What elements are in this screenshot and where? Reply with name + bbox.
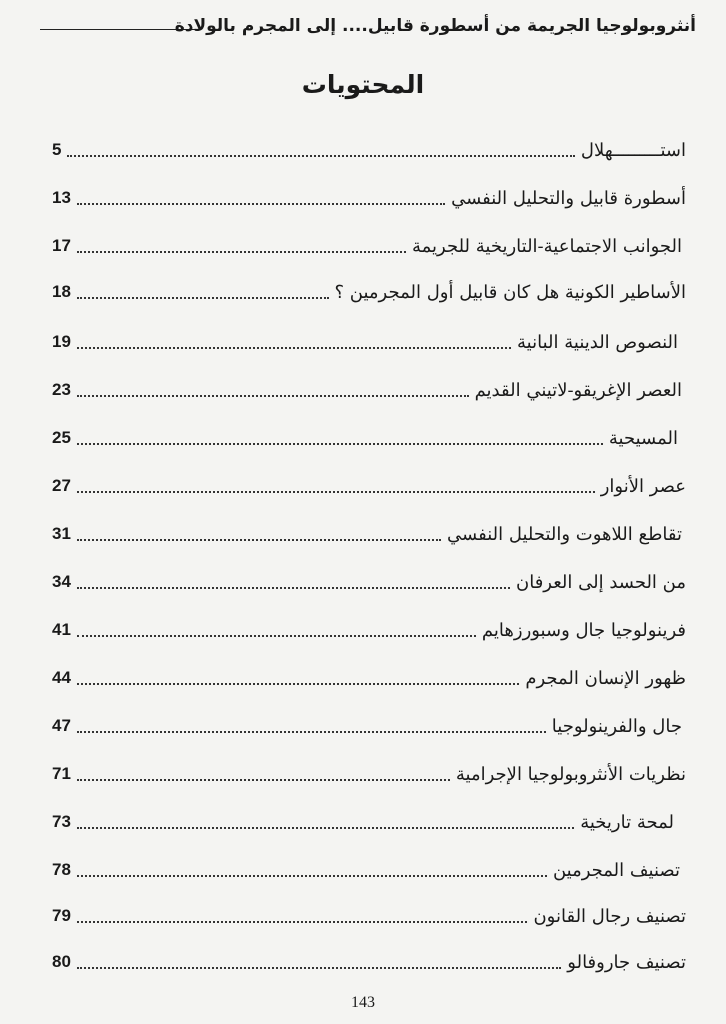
toc-entry-title: النصوص الدينية البانية — [517, 332, 678, 353]
toc-leader-dots — [77, 967, 561, 969]
toc-entry-title: المسيحية — [608, 428, 678, 449]
toc-leader-dots — [77, 539, 441, 541]
toc-leader-dots — [77, 921, 528, 923]
toc-entry — [0, 936, 726, 976]
toc-entry-title: عصر الأنوار — [600, 476, 686, 497]
toc-entry — [0, 796, 726, 836]
toc-page-number: 71 — [52, 764, 71, 783]
toc-leader-dots — [77, 587, 510, 589]
toc-entry-title: جال والفرينولوجيا — [551, 716, 682, 737]
toc-entry-title: الجوانب الاجتماعية-التاريخية للجريمة — [411, 236, 682, 257]
page-title: المحتويات — [301, 70, 425, 99]
toc-leader-dots — [77, 491, 595, 493]
toc-page-number: 78 — [52, 860, 71, 879]
toc-page-number: 27 — [52, 476, 71, 495]
toc-page-number: 44 — [52, 668, 71, 687]
toc-entry-title: نظريات الأنثروبولوجيا الإجرامية — [455, 764, 686, 785]
toc-entry-title: فرينولوجيا جال وسبورزهايم — [481, 620, 686, 641]
toc-entry-title: استـــــــــهلال — [580, 140, 686, 161]
toc-leader-dots — [77, 731, 546, 733]
toc-leader-dots — [77, 251, 406, 253]
toc-entry — [0, 220, 726, 260]
toc-page-number: 25 — [52, 428, 71, 447]
toc-entry — [0, 700, 726, 740]
toc-entry-title: من الحسد إلى العرفان — [515, 572, 686, 593]
toc-entry — [0, 508, 726, 548]
toc-page-number: 23 — [52, 380, 71, 399]
toc-entry — [0, 556, 726, 596]
toc-leader-dots — [77, 395, 469, 397]
toc-entry-title: لمحة تاريخية — [580, 812, 674, 833]
toc-leader-dots — [77, 875, 547, 877]
toc-entry — [0, 890, 726, 930]
toc-leader-dots — [77, 297, 329, 299]
toc-leader-dots — [77, 683, 519, 685]
toc-entry — [0, 364, 726, 404]
toc-page-number: 18 — [52, 282, 71, 301]
toc-leader-dots — [67, 155, 574, 157]
toc-entry — [0, 172, 726, 212]
toc-page-number: 19 — [52, 332, 71, 351]
toc-page-number: 13 — [52, 188, 71, 207]
toc-entry-title: أسطورة قابيل والتحليل النفسي — [451, 188, 686, 209]
toc-entry — [0, 316, 726, 356]
toc-leader-dots — [77, 779, 450, 781]
toc-leader-dots — [77, 443, 603, 445]
toc-page-number: 17 — [52, 236, 71, 255]
toc-page-number: 41 — [52, 620, 71, 639]
toc-entry — [0, 460, 726, 500]
toc-page-number: 47 — [52, 716, 71, 735]
toc-entry — [0, 652, 726, 692]
toc-entry-title: تصنيف جاروفالو — [567, 952, 686, 973]
page-number: 143 — [351, 994, 375, 1011]
toc-page-number: 34 — [52, 572, 71, 591]
toc-entry-title: تصنيف رجال القانون — [533, 906, 686, 927]
toc-entry — [0, 266, 726, 306]
toc-leader-dots — [77, 635, 476, 637]
toc-page-number: 31 — [52, 524, 71, 543]
toc-page-number: 79 — [52, 906, 71, 925]
toc-leader-dots — [77, 347, 511, 349]
toc-leader-dots — [77, 827, 574, 829]
toc-entry — [0, 124, 726, 164]
toc-entry-title: تصنيف المجرمين — [552, 860, 680, 881]
toc-entry — [0, 604, 726, 644]
toc-page-number: 5 — [52, 140, 62, 159]
toc-leader-dots — [77, 203, 445, 205]
toc-entry-title: الأساطير الكونية هل كان قابيل أول المجرمين ؟ — [334, 282, 686, 303]
toc-entry-title: ظهور الإنسان المجرم — [525, 668, 686, 689]
toc-page-number: 73 — [52, 812, 71, 831]
toc-entry-title: تقاطع اللاهوت والتحليل النفسي — [447, 524, 682, 545]
toc-entry — [0, 412, 726, 452]
toc-page-number: 80 — [52, 952, 71, 971]
toc-entry — [0, 748, 726, 788]
toc-entry-title: العصر الإغريقو-لاتيني القديم — [474, 380, 682, 401]
running-header — [40, 14, 696, 44]
toc-entry — [0, 844, 726, 884]
running-title: أنثروبولوجيا الجريمة من أسطورة قابيل.... إلى المجرم بالولادة — [174, 16, 696, 36]
